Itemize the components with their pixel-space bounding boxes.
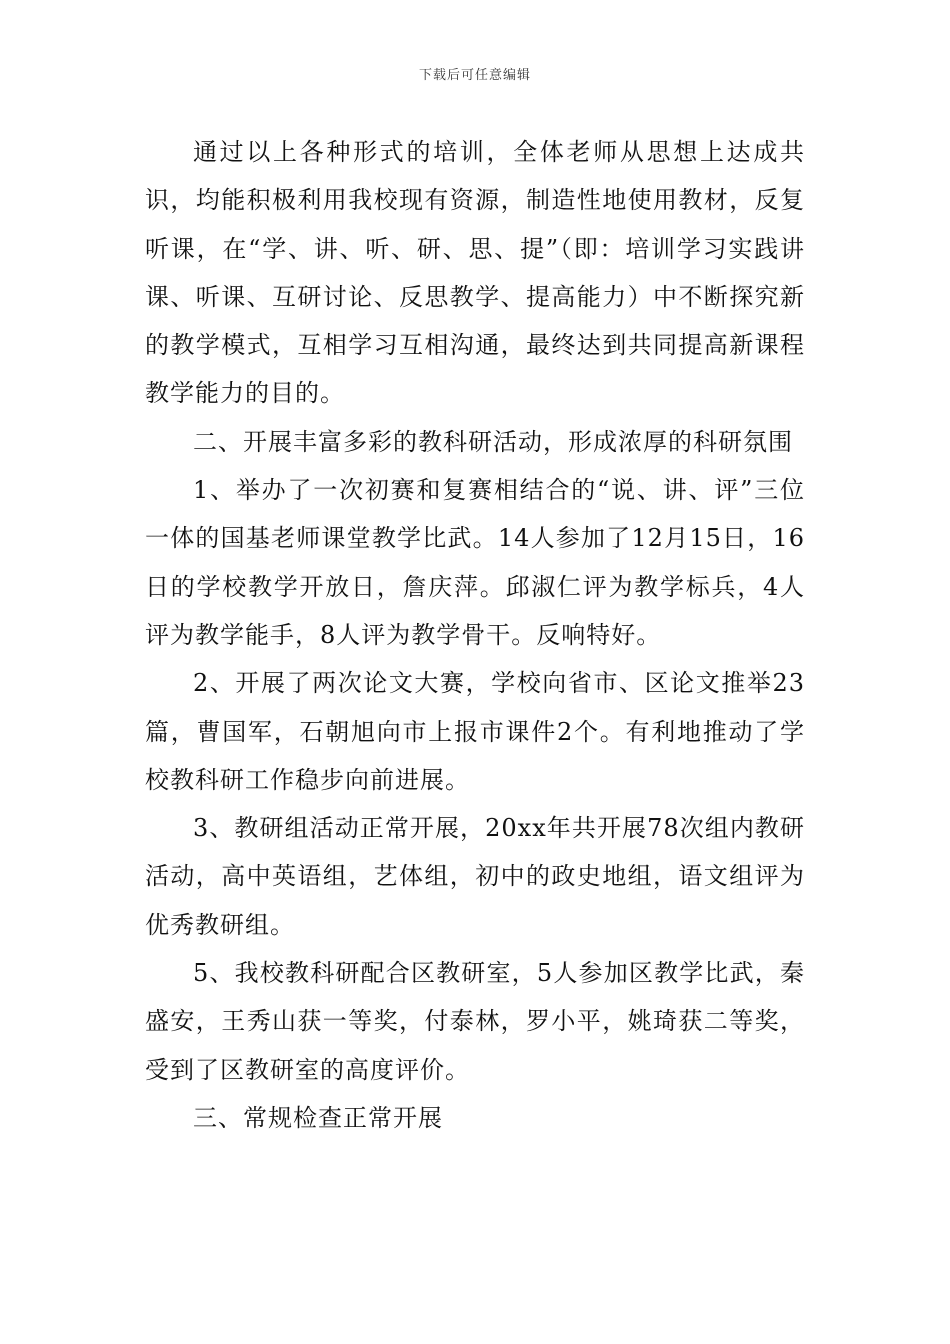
paragraph-item-2-essay-contest: 2、开展了两次论文大赛，学校向省市、区论文推举23篇，曹国军，石朝旭向市上报市课件2个。有利地推动了学校教科研工作稳步向前进展。 [145,669,805,794]
paragraph-item-5-district-contest: 5、我校教科研配合区教研室，5人参加区教学比武，秦盛安，王秀山获一等奖，付泰林，罗小平，姚琦获二等奖，受到了区教研室的高度评价。 [145,959,805,1084]
document-body [145,128,805,1142]
section-heading-research-activities: 二、开展丰富多彩的教科研活动，形成浓厚的科研氛围 [193,427,793,456]
paragraph-item-3-research-groups: 3、教研组活动正常开展，20xx年共开展78次组内教研活动，高中英语组，艺体组，初中的政史地组，语文组评为优秀教研组。 [145,814,805,939]
section-heading-routine-inspection: 三、常规检查正常开展 [193,1103,443,1132]
paragraph-item-1-teaching-contest: 1、举办了一次初赛和复赛相结合的“说、讲、评”三位一体的国基老师课堂教学比武。14人参加了12月15日，16日的学校教学开放日，詹庆萍。邱淑仁评为教学标兵，4人评为教学能手，8人评为教学骨干。反响特好。 [145,476,805,649]
page-header-note: 下载后可任意编辑 [418,68,531,83]
paragraph-training-summary: 通过以上各种形式的培训，全体老师从思想上达成共识，均能积极利用我校现有资源，制造性地使用教材，反复听课，在“学、讲、听、研、思、提”（即：培训学习实践讲课、听课、互研讨论、反思教学、提高能力）中不断探究新的教学模式，互相学习互相沟通，最终达到共同提高新课程教学能力的目的。 [145,138,805,408]
